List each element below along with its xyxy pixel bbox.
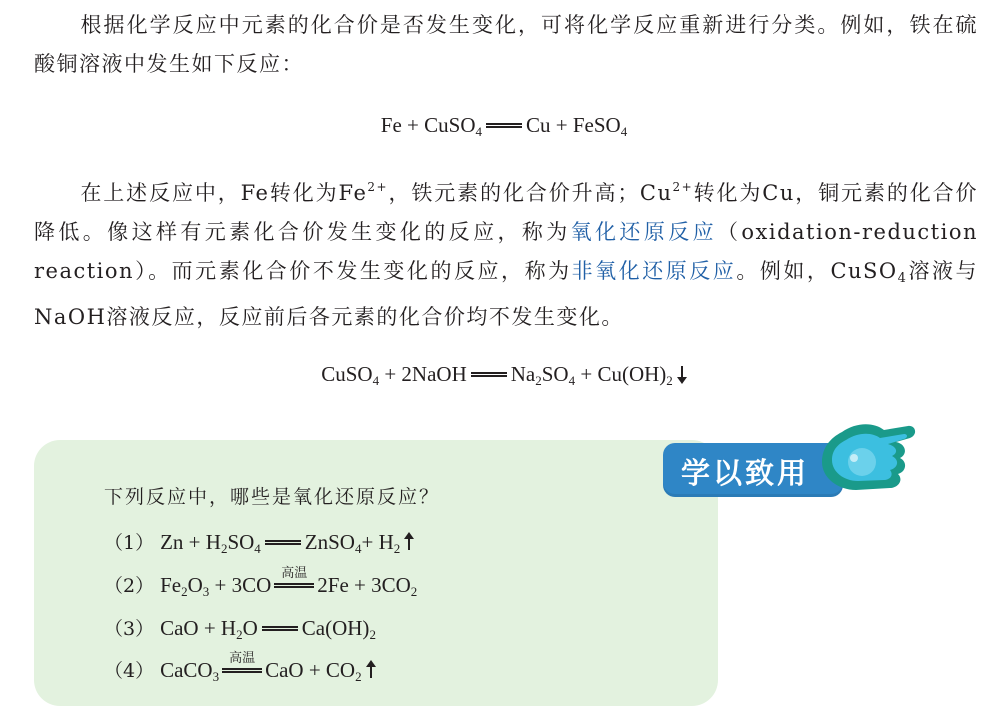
- exercise-item-1: [104, 528, 414, 557]
- eq2-b: + 2NaOH: [379, 362, 467, 386]
- def-text-5: 。例如，CuSO: [736, 259, 898, 283]
- item-text: CaCO: [160, 658, 213, 682]
- exercise-item-3: [104, 614, 376, 643]
- item-text: CaO + H: [160, 616, 237, 640]
- equation-copper-sulfate-naoh: [0, 362, 1008, 389]
- equals-sign: [265, 540, 301, 545]
- condition-label: 高温: [281, 565, 308, 581]
- item-sub: 2: [220, 541, 228, 556]
- item-sub: 2: [410, 584, 418, 599]
- item-text: Ca(OH): [301, 616, 370, 640]
- eq1-lhs-sub: 4: [475, 124, 482, 139]
- equals-sign: [262, 626, 298, 631]
- item-sub: 4: [354, 541, 362, 556]
- item-text: O: [187, 573, 203, 597]
- exercise-item-4: [104, 650, 376, 685]
- def-text-1: 在上述反应中，Fe转化为Fe: [80, 181, 368, 205]
- item-sub: 3: [212, 669, 220, 684]
- def-text-6: 溶液与NaOH溶液反应，反应前后各元素的化合价均不发生变化。: [34, 259, 979, 329]
- def-sup-1: 2+: [367, 180, 389, 194]
- term-non-redox-reaction: 非氧化还原反应: [571, 259, 737, 283]
- def-text-3: 转化为Cu，铜元素的化合价降低。像这样有元素化合价发生变化的反应，称为: [34, 181, 979, 244]
- definition-paragraph: [34, 168, 978, 337]
- intro-paragraph: [34, 6, 978, 84]
- item-sub: 2: [355, 669, 362, 684]
- pointing-hand-icon: [812, 418, 920, 502]
- eq2-c-sub: 2: [535, 373, 542, 388]
- eq2-e: + Cu(OH): [575, 362, 667, 386]
- eq2-e-sub: 2: [666, 373, 673, 388]
- equation-iron-copper-sulfate: [0, 113, 1008, 140]
- item-text: Zn + H: [160, 530, 221, 554]
- item-text: + 3CO: [209, 573, 272, 597]
- equals-sign: [222, 668, 262, 673]
- eq2-d-sub: 4: [568, 373, 576, 388]
- eq2-c: Na: [510, 362, 536, 386]
- equals-sign: [274, 583, 314, 588]
- item-number: （2）: [104, 575, 155, 597]
- badge-label: 学以致用: [681, 456, 810, 490]
- eq1-rhs: Cu + FeSO: [526, 113, 621, 137]
- item-sub: 2: [393, 541, 401, 556]
- exercise-item-2: [104, 565, 418, 600]
- eq1-rhs-sub: 4: [620, 124, 628, 139]
- eq2-d: SO: [541, 362, 569, 386]
- intro-text: 根据化学反应中元素的化合价是否发生变化，可将化学反应重新进行分类。例如，铁在硫酸铜溶液中发生如下反应：: [34, 13, 978, 76]
- reaction-condition: [222, 650, 262, 673]
- item-sub: 2: [181, 584, 188, 599]
- def-sup-2: 2+: [672, 180, 694, 194]
- equals-sign: [471, 372, 507, 377]
- item-text: CaO + CO: [265, 658, 356, 682]
- item-text: + H: [361, 530, 394, 554]
- item-sub: 2: [236, 627, 243, 642]
- gas-arrow-icon: [366, 660, 376, 680]
- term-redox-reaction: 氧化还原反应: [570, 220, 717, 244]
- item-text: ZnSO: [304, 530, 355, 554]
- def-sub-1: 4: [897, 271, 908, 286]
- item-sub: 2: [369, 627, 376, 642]
- reaction-condition: [274, 565, 314, 588]
- condition-label: 高温: [229, 650, 256, 666]
- item-number: （1）: [104, 532, 155, 554]
- item-number: （3）: [104, 618, 155, 640]
- item-number: （4）: [104, 660, 155, 682]
- precipitate-arrow-icon: [677, 364, 687, 384]
- item-text: Fe: [160, 573, 182, 597]
- item-text: SO: [227, 530, 255, 554]
- gas-arrow-icon: [404, 532, 414, 552]
- eq2-a: CuSO: [321, 362, 373, 386]
- def-text-2: ，铁元素的化合价升高；Cu: [388, 181, 673, 205]
- eq1-lhs: Fe + CuSO: [380, 113, 476, 137]
- item-sub: 3: [202, 584, 210, 599]
- item-sub: 4: [254, 541, 261, 556]
- exercise-question: 下列反应中，哪些是氧化还原反应？: [104, 486, 441, 508]
- item-text: O: [242, 616, 258, 640]
- item-text: 2Fe + 3CO: [317, 573, 411, 597]
- def-text-4: （oxidation-reduction reaction）。而元素化合价不发生变化的反应，称为: [34, 220, 978, 283]
- eq2-a-sub: 4: [372, 373, 380, 388]
- equals-sign: [486, 123, 522, 128]
